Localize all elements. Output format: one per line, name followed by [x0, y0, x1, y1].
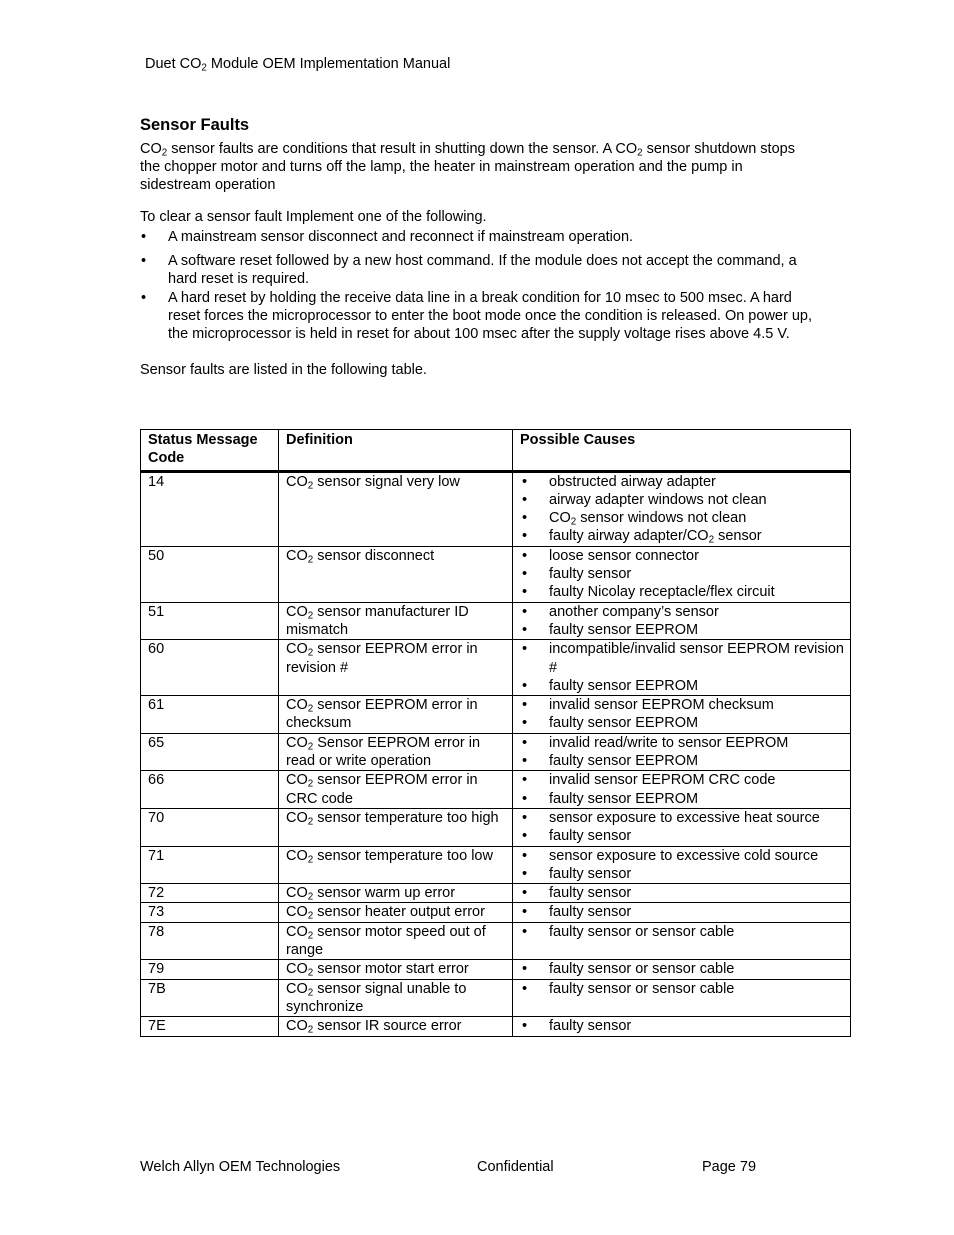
causes-list — [520, 847, 846, 884]
definition-cell: $CO_2$ sensor motor start error — [279, 960, 513, 979]
status-code-cell: 65 — [141, 733, 279, 771]
causes-list — [520, 960, 846, 978]
cause-item: • loose sensor connector — [520, 547, 846, 565]
table-row — [141, 808, 851, 846]
list-item: • A mainstream sensor disconnect and reconnect if mainstream operation. — [140, 228, 815, 246]
definition-cell: $CO_2$ sensor EEPROM error in CRC code — [279, 771, 513, 809]
possible-causes-cell — [513, 846, 851, 884]
possible-causes-cell — [513, 471, 851, 546]
possible-causes-cell — [513, 960, 851, 979]
table-row — [141, 602, 851, 640]
cause-item: • faulty sensor or sensor cable — [520, 980, 846, 998]
definition-cell: $CO_2$ Sensor EEPROM error in read or write operation — [279, 733, 513, 771]
causes-list — [520, 640, 846, 695]
cause-item: • another company’s sensor — [520, 603, 846, 621]
status-code-cell: 70 — [141, 808, 279, 846]
footer-page-number: Page 79 — [702, 1159, 757, 1175]
table-row — [141, 884, 851, 903]
status-code-cell: 71 — [141, 846, 279, 884]
causes-list — [520, 809, 846, 846]
cause-item: • faulty sensor — [520, 1017, 846, 1035]
causes-list — [520, 903, 846, 921]
definition-cell: $CO_2$ sensor motor speed out of range — [279, 922, 513, 960]
possible-causes-cell — [513, 903, 851, 922]
footer-company: Welch Allyn OEM Technologies — [140, 1159, 341, 1175]
cause-item: • faulty sensor or sensor cable — [520, 960, 846, 978]
status-code-cell: 50 — [141, 546, 279, 602]
causes-list — [520, 696, 846, 733]
intro-paragraph: $CO_2$ sensor faults are conditions that result in shutting down the sensor. A $CO_2$ sensor shutdown stops the chopper motor and turns off the lamp, the heater in mainstream operation and the pump in sidestream operation — [140, 141, 795, 194]
possible-causes-cell — [513, 640, 851, 696]
table-row — [141, 771, 851, 809]
column-header-causes: Possible Causes — [513, 430, 851, 472]
status-code-cell: 7B — [141, 979, 279, 1017]
status-code-cell: 61 — [141, 696, 279, 734]
section-title: Sensor Faults — [140, 116, 250, 134]
causes-list — [520, 980, 846, 998]
definition-cell: $CO_2$ sensor EEPROM error in revision # — [279, 640, 513, 696]
causes-list — [520, 603, 846, 640]
sensor-faults-table — [140, 429, 851, 1037]
cause-item: • faulty sensor or sensor cable — [520, 923, 846, 941]
possible-causes-cell — [513, 771, 851, 809]
status-code-cell: 51 — [141, 602, 279, 640]
table-row — [141, 960, 851, 979]
table-intro: Sensor faults are listed in the following table. — [140, 362, 427, 378]
table-header-row — [141, 430, 851, 472]
status-code-cell: 60 — [141, 640, 279, 696]
definition-cell: $CO_2$ sensor temperature too high — [279, 808, 513, 846]
footer-confidential: Confidential — [477, 1159, 554, 1175]
clear-fault-intro: To clear a sensor fault Implement one of the following. — [140, 209, 487, 225]
possible-causes-cell — [513, 733, 851, 771]
table-row — [141, 640, 851, 696]
cause-item: • faulty sensor — [520, 884, 846, 902]
definition-cell: $CO_2$ sensor signal very low — [279, 471, 513, 546]
status-code-cell: 73 — [141, 903, 279, 922]
cause-item: • sensor exposure to excessive heat source — [520, 809, 846, 827]
status-code-cell: 72 — [141, 884, 279, 903]
list-item: • A software reset followed by a new host command. If the module does not accept the command, a hard reset is required. — [140, 252, 815, 288]
table-row — [141, 546, 851, 602]
table-row — [141, 846, 851, 884]
status-code-cell: 78 — [141, 922, 279, 960]
possible-causes-cell — [513, 1017, 851, 1036]
table-row — [141, 696, 851, 734]
cause-item: • faulty sensor — [520, 865, 846, 883]
possible-causes-cell — [513, 979, 851, 1017]
cause-item: • faulty sensor EEPROM — [520, 790, 846, 808]
cause-item: • faulty airway adapter/$CO_2$ sensor — [520, 527, 846, 545]
cause-item: • obstructed airway adapter — [520, 473, 846, 491]
list-item: • A hard reset by holding the receive data line in a break condition for 10 msec to 500 msec. A hard reset forces the microprocessor to enter the boot mode once the condition is released. On power up, the microprocessor is held in reset for about 100 msec after the supply voltage rises above 4.5 V. — [140, 289, 815, 344]
definition-cell: $CO_2$ sensor heater output error — [279, 903, 513, 922]
cause-item: • faulty sensor EEPROM — [520, 677, 846, 695]
status-code-cell: 14 — [141, 471, 279, 546]
table-row — [141, 979, 851, 1017]
possible-causes-cell — [513, 808, 851, 846]
possible-causes-cell — [513, 884, 851, 903]
causes-list — [520, 473, 846, 546]
status-code-cell: 7E — [141, 1017, 279, 1036]
possible-causes-cell — [513, 546, 851, 602]
clear-fault-steps — [140, 228, 815, 343]
table-body — [141, 471, 851, 1036]
definition-cell: $CO_2$ sensor warm up error — [279, 884, 513, 903]
cause-item: • sensor exposure to excessive cold source — [520, 847, 846, 865]
table-row — [141, 922, 851, 960]
definition-cell: $CO_2$ sensor manufacturer ID mismatch — [279, 602, 513, 640]
column-header-definition: Definition — [279, 430, 513, 472]
definition-cell: $CO_2$ sensor IR source error — [279, 1017, 513, 1036]
page-header: Duet $CO_2$ Module OEM Implementation Manual — [145, 56, 451, 74]
cause-item: • faulty sensor EEPROM — [520, 714, 846, 732]
cause-item: • faulty sensor EEPROM — [520, 621, 846, 639]
cause-item: • faulty sensor — [520, 903, 846, 921]
possible-causes-cell — [513, 602, 851, 640]
causes-list — [520, 771, 846, 808]
status-code-cell: 79 — [141, 960, 279, 979]
causes-list — [520, 884, 846, 902]
causes-list — [520, 1017, 846, 1035]
table-row — [141, 1017, 851, 1036]
table-row — [141, 903, 851, 922]
definition-cell: $CO_2$ sensor temperature too low — [279, 846, 513, 884]
cause-item: • invalid read/write to sensor EEPROM — [520, 734, 846, 752]
table-row — [141, 471, 851, 546]
causes-list — [520, 734, 846, 771]
causes-list — [520, 547, 846, 602]
definition-cell: $CO_2$ sensor disconnect — [279, 546, 513, 602]
cause-item: • invalid sensor EEPROM checksum — [520, 696, 846, 714]
cause-item: • faulty sensor — [520, 565, 846, 583]
definition-cell: $CO_2$ sensor EEPROM error in checksum — [279, 696, 513, 734]
cause-item: • incompatible/invalid sensor EEPROM revision # — [520, 640, 846, 677]
possible-causes-cell — [513, 922, 851, 960]
cause-item: • faulty sensor EEPROM — [520, 752, 846, 770]
cause-item: • faulty Nicolay receptacle/flex circuit — [520, 583, 846, 601]
status-code-cell: 66 — [141, 771, 279, 809]
possible-causes-cell — [513, 696, 851, 734]
table-row — [141, 733, 851, 771]
causes-list — [520, 923, 846, 941]
column-header-code: Status Message Code — [141, 430, 279, 472]
cause-item: • invalid sensor EEPROM CRC code — [520, 771, 846, 789]
cause-item: • faulty sensor — [520, 827, 846, 845]
cause-item: • $CO_2$ sensor windows not clean — [520, 509, 846, 527]
definition-cell: $CO_2$ sensor signal unable to synchronize — [279, 979, 513, 1017]
cause-item: • airway adapter windows not clean — [520, 491, 846, 509]
